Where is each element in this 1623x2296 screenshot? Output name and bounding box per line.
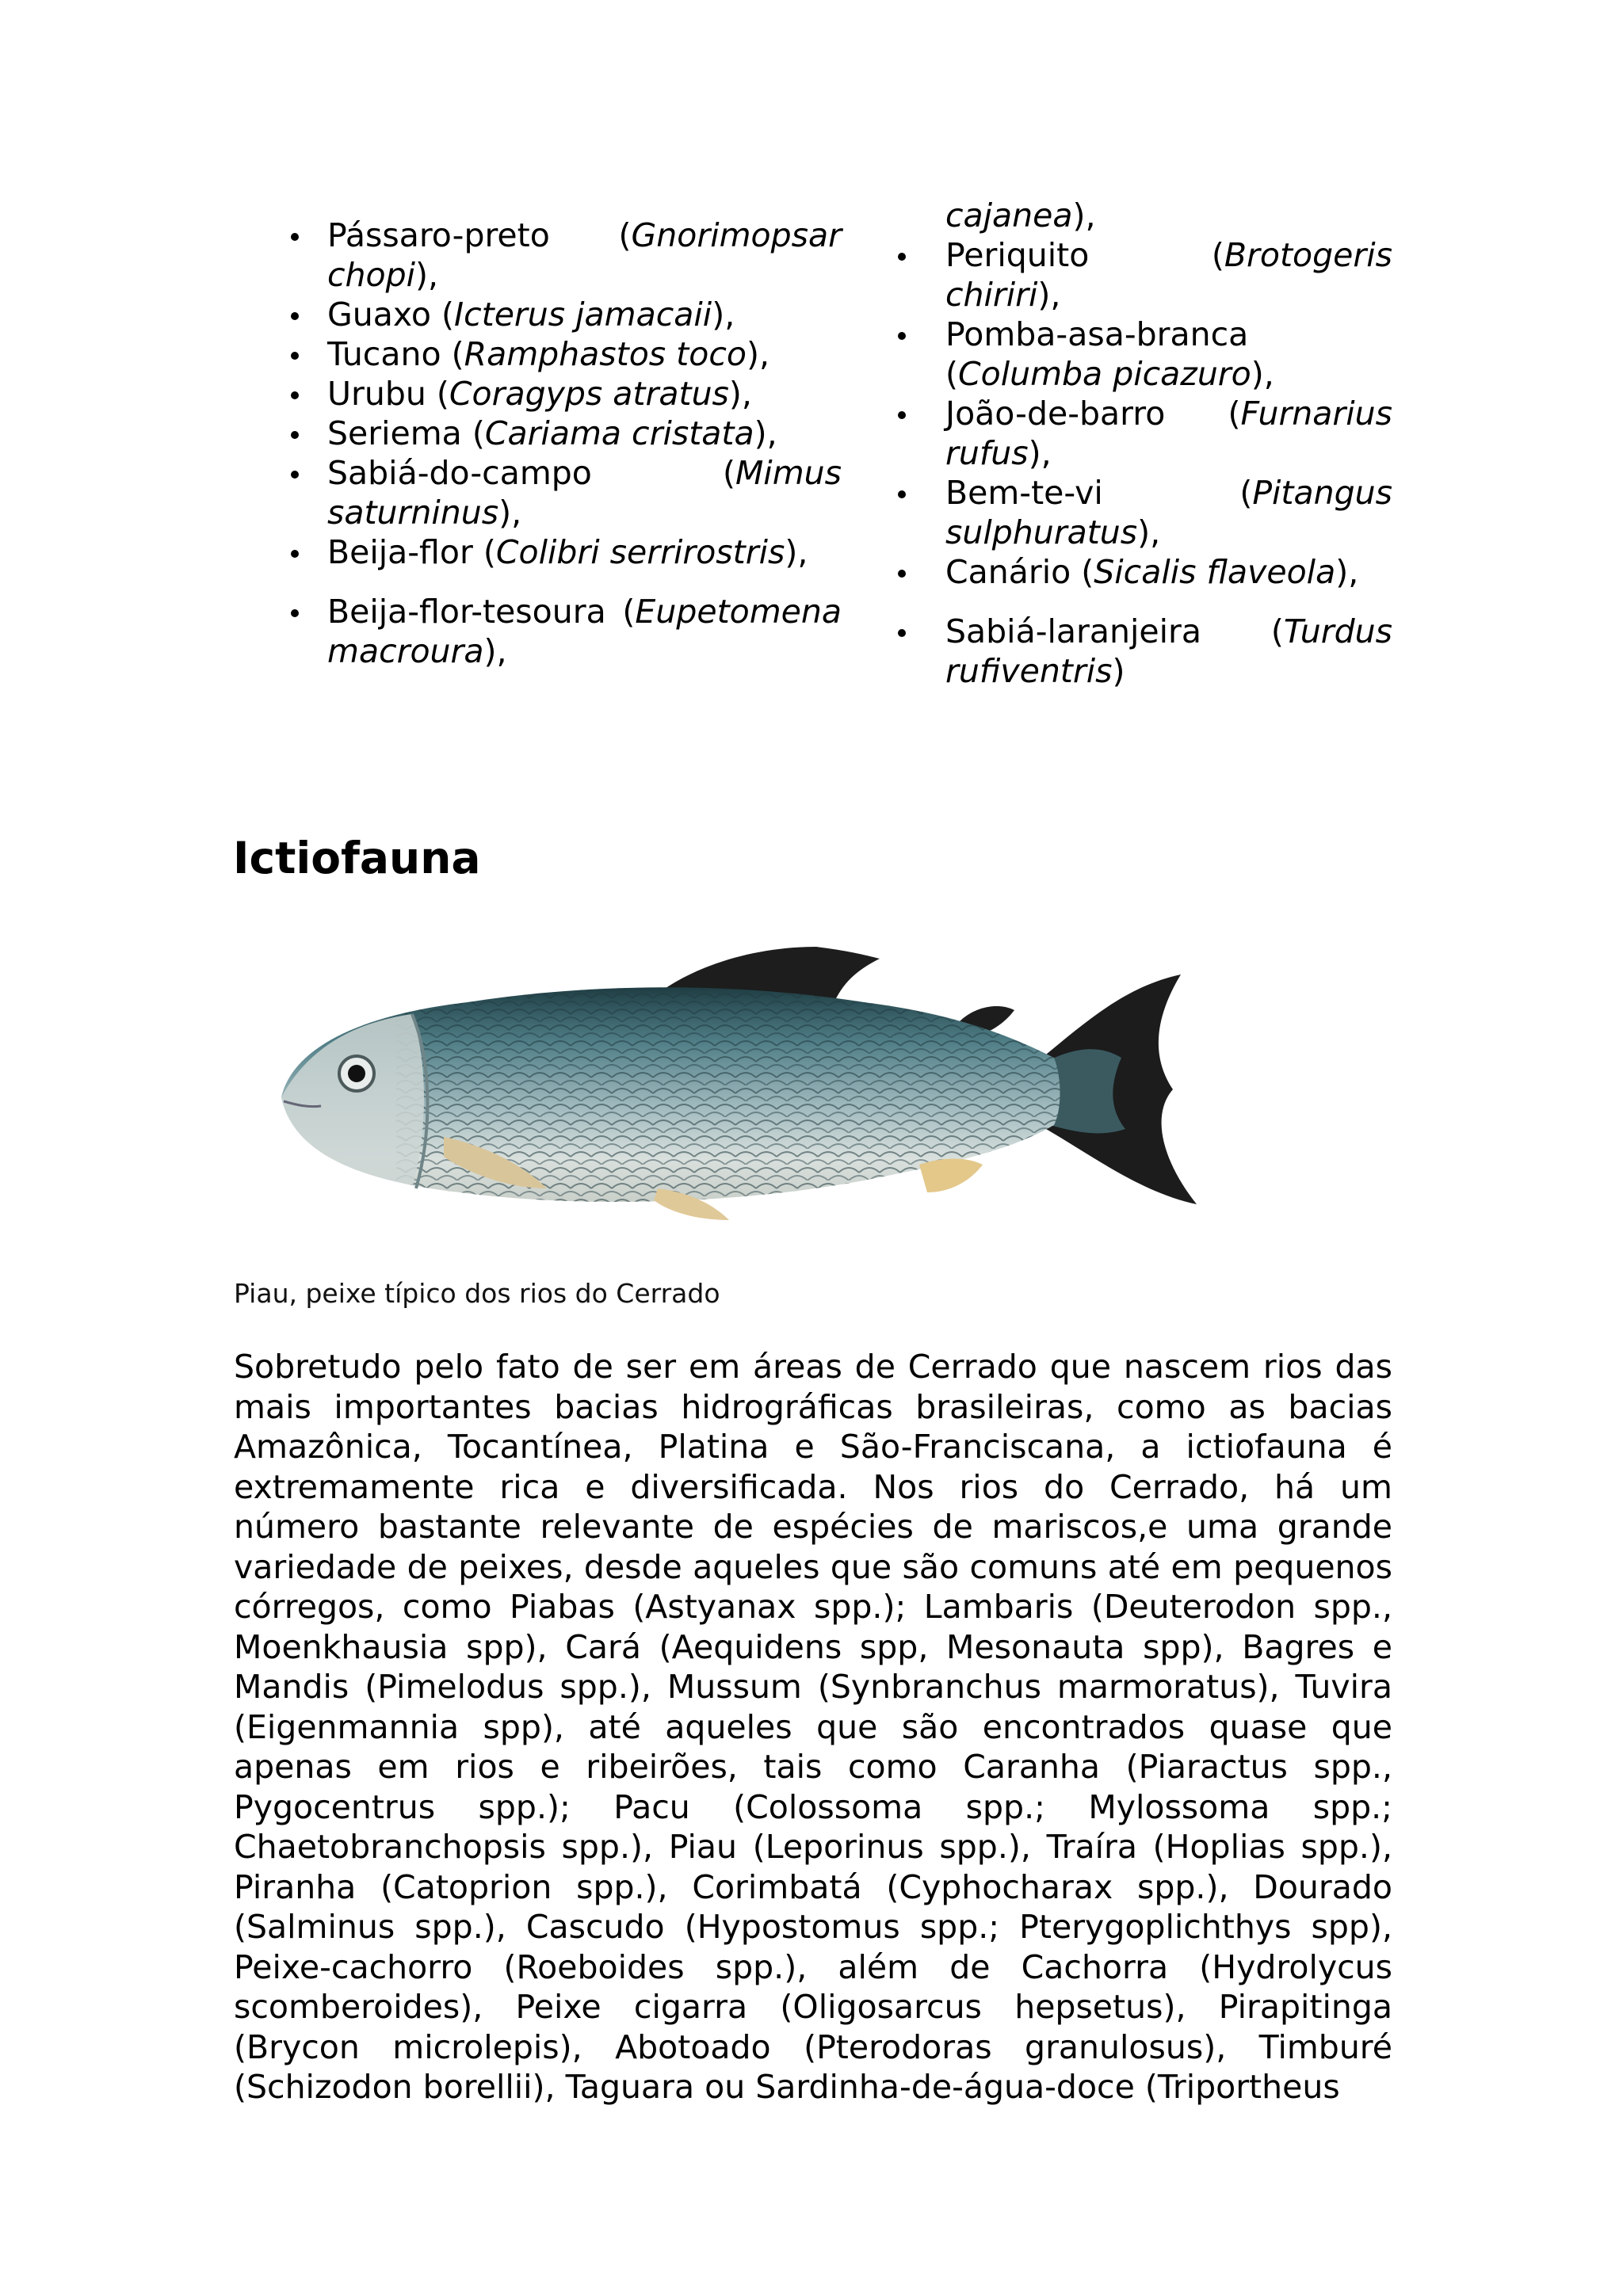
list-item: Beija-flor (Colibri serrirostris), [234,532,842,572]
bird-list-right [854,196,1392,691]
list-item: Pássaro-preto (Gnorimopsar chopi), [234,215,842,295]
list-item: Seriema (Cariama cristata), [234,414,842,453]
bird-list-left [234,215,842,671]
list-item: João-de-barro (Furnarius rufus), [854,394,1392,473]
list-item: Sabiá-laranjeira (Turdus rufiventris) [854,612,1392,691]
figure-caption: Piau, peixe típico dos rios do Cerrado [234,1278,720,1309]
list-item: Urubu (Coragyps atratus), [234,374,842,414]
list-item: Sabiá-do-campo (Mimus saturninus), [234,453,842,532]
list-item: Pomba-asa-branca (Columba picazuro), [854,315,1392,394]
list-continuation: cajanea), [945,196,1096,235]
list-item: Bem-te-vi (Pitangus sulphuratus), [854,473,1392,552]
body-paragraph: Sobretudo pelo fato de ser em áreas de Cerrado que nascem rios das mais importantes bacias hidrográficas brasileiras, como as bacias Amazônica, Tocantínea, Platina e São-Franciscana, a ictiofauna é extremamente rica e diversificada. Nos rios do Cerrado, há um número bastante relevante de espécies de mariscos,e uma grande variedade de peixes, desde aqueles que são comuns até em pequenos córregos, como Piabas (Astyanax spp.); Lambaris (Deuterodon spp., Moenkhausia spp), Cará (Aequidens spp, Mesonauta spp), Bagres e Mandis (Pimelodus spp.), Mussum (Synbranchus marmoratus), Tuvira (Eigenmannia spp), até aqueles que são encontrados quase que apenas em rios e ribeirões, tais como Caranha (Piaractus spp., Pygocentrus spp.); Pacu (Colossoma spp.; Mylossoma spp.; Chaetobranchopsis spp.), Piau (Leporinus spp.), Traíra (Hoplias spp.), Piranha (Catoprion spp.), Corimbatá (Cyphocharax spp.), Dourado (Salminus spp.), Cascudo (Hypostomus spp.; Pterygoplichthys spp), Peixe-cachorro (Roeboides spp.), além de Cachorra (Hydrolycus scomberoides), Peixe cigarra (Oligosarcus hepsetus), Pirapitinga (Brycon microlepis), Abotoado (Pterodoras granulosus), Timburé (Schizodon borellii), Taguara ou Sardinha-de-água-doce (Triportheus [234,1348,1392,2106]
section-title: Ictiofauna [233,833,481,883]
list-item: Tucano (Ramphastos toco), [234,334,842,374]
fish-image [262,927,1236,1260]
list-item: Canário (Sicalis flaveola), [854,552,1392,592]
list-item: Guaxo (Icterus jamacaii), [234,295,842,334]
list-item: Beija-flor-tesoura (Eupetomena macroura), [234,592,842,671]
list-item: Periquito (Brotogeris chiriri), [854,235,1392,315]
